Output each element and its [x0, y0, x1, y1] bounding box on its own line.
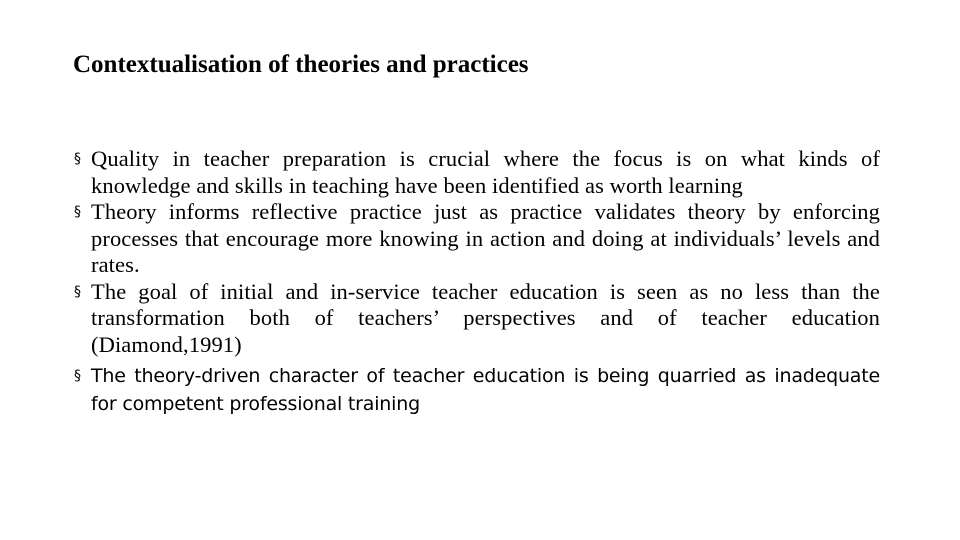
- bullet-marker-icon: §: [74, 151, 82, 167]
- bullet-item: [74, 279, 880, 359]
- bullet-item: [74, 362, 880, 418]
- bullet-text: Quality in teacher preparation is crucial where the focus is on what kinds of knowledge and skills in teaching have been identified as worth learning: [91, 146, 880, 198]
- bullet-list: [74, 146, 880, 418]
- bullet-text: The goal of initial and in-service teacher education is seen as no less than the transformation both of teachers’ perspectives and of teacher education (Diamond,1991): [91, 278, 880, 357]
- bullet-marker-icon: §: [74, 368, 81, 384]
- bullet-text: The theory-driven character of teacher education is being quarried as inadequate for competent professional training: [91, 365, 880, 415]
- bullet-marker-icon: §: [74, 283, 82, 300]
- bullet-item: [74, 199, 880, 279]
- bullet-item: [74, 146, 880, 199]
- bullet-text: Theory informs reflective practice just as practice validates theory by enforcing processes that encourage more knowing in action and doing at individuals’ levels and rates.: [91, 199, 880, 277]
- bullet-marker-icon: §: [74, 204, 82, 220]
- slide-title: Contextualisation of theories and practices: [73, 51, 529, 78]
